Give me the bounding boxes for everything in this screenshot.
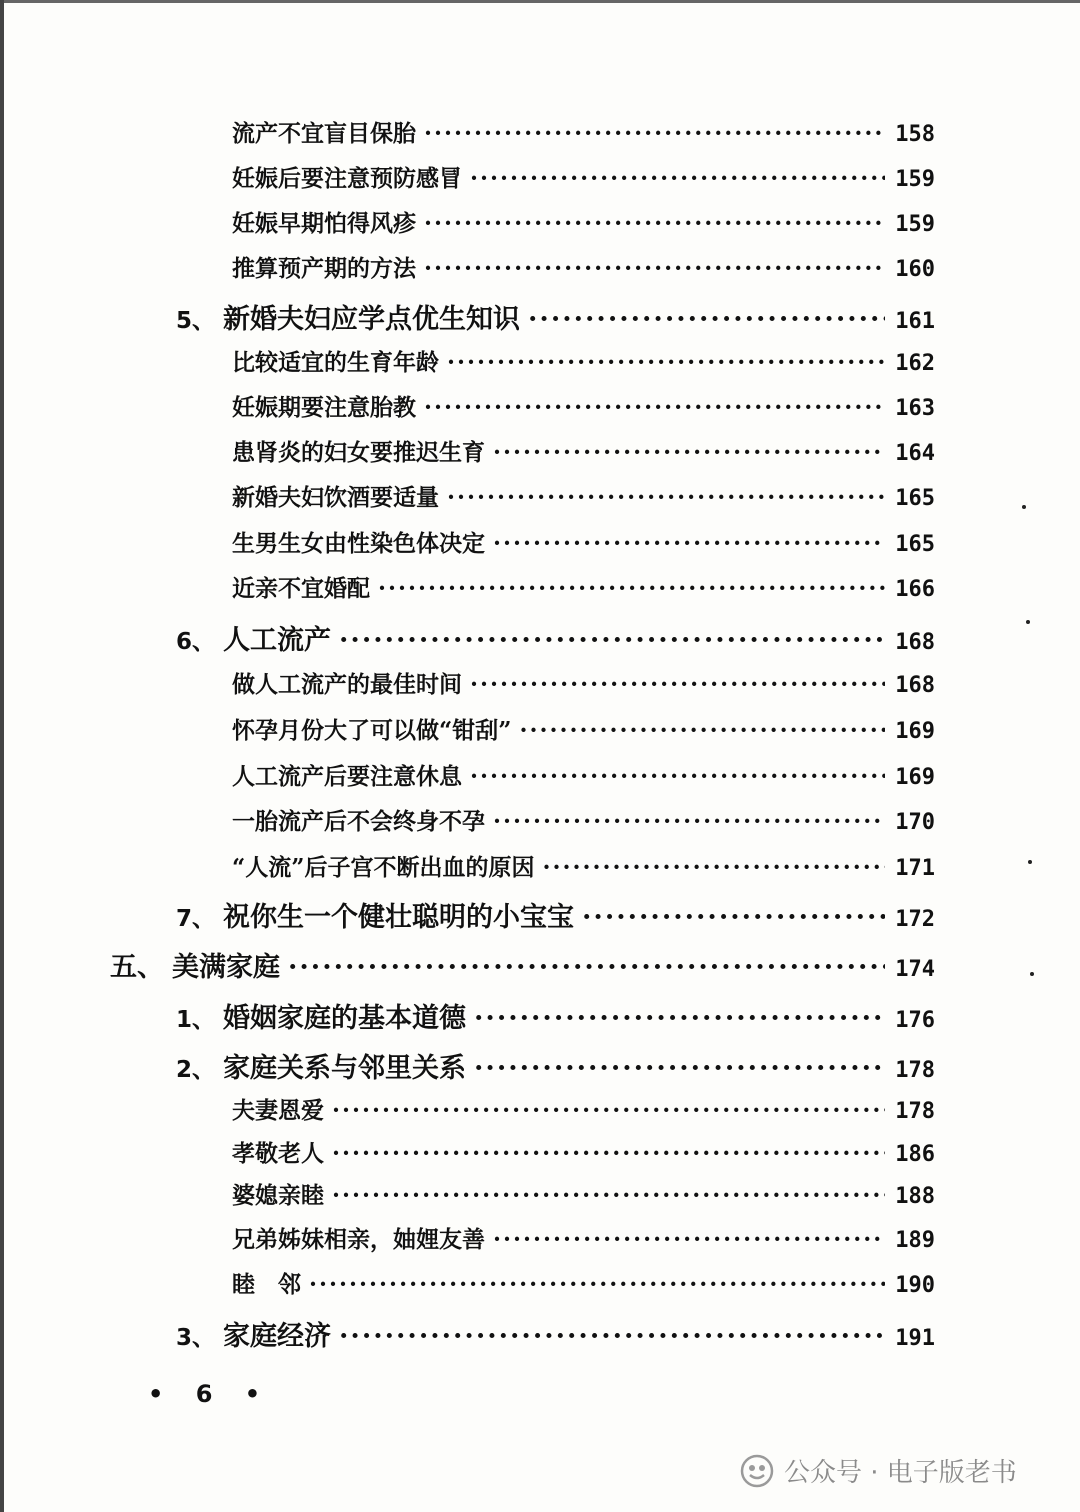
toc-entry-title: 人工流产后要注意休息	[232, 763, 462, 790]
dot-leader	[309, 1271, 885, 1298]
toc-entry	[232, 758, 935, 791]
dot-leader	[447, 349, 885, 376]
toc-entry-page: 166	[895, 577, 935, 602]
toc-entry	[232, 1266, 935, 1299]
toc-entry-page: 176	[895, 1008, 935, 1033]
toc-entry-title: 夫妻恩爱	[232, 1097, 324, 1124]
dot-leader	[493, 808, 885, 835]
dot-leader	[474, 1003, 885, 1034]
toc-entry-page: 170	[895, 810, 935, 835]
toc-entry	[232, 1135, 935, 1168]
toc-entry	[176, 1314, 935, 1353]
toc-entry-title: 比较适宜的生育年龄	[232, 349, 439, 376]
dot-leader	[474, 1053, 885, 1084]
toc-entry-page: 165	[895, 532, 935, 557]
toc-entry	[232, 115, 935, 148]
watermark	[740, 1452, 1017, 1489]
scan-speck	[1030, 972, 1034, 976]
toc-entry	[110, 945, 935, 984]
toc-entry-title: 人工流产	[223, 625, 332, 656]
dot-leader	[470, 671, 885, 698]
toc-entry-page: 158	[895, 122, 935, 147]
toc-entry-title: 家庭关系与邻里关系	[223, 1053, 467, 1084]
toc-entry-title: 新婚夫妇应学点优生知识	[223, 304, 521, 335]
dot-leader	[332, 1140, 885, 1167]
toc-entry-page: 169	[895, 765, 935, 790]
toc-entry	[232, 570, 935, 603]
toc-entry	[176, 618, 935, 657]
dot-leader	[447, 484, 885, 511]
toc-entry-page: 159	[895, 212, 935, 237]
toc-entry-title: 孝敬老人	[232, 1140, 324, 1167]
toc-entry-number: 6、	[176, 629, 216, 655]
toc-entry	[232, 525, 935, 558]
toc-entry-page: 178	[895, 1058, 935, 1083]
dot-leader	[519, 717, 885, 744]
toc-entry-title: 做人工流产的最佳时间	[232, 671, 462, 698]
toc-entry	[232, 712, 935, 745]
toc-entry-title: 妊娠早期怕得风疹	[232, 210, 416, 237]
toc-entry-title: 妊娠期要注意胎教	[232, 394, 416, 421]
dot-leader	[424, 210, 885, 237]
toc-entry-title: 妊娠后要注意预防感冒	[232, 165, 462, 192]
toc-entry-number: 1、	[176, 1007, 216, 1033]
toc-entry	[232, 250, 935, 283]
wechat-logo-icon	[740, 1454, 774, 1488]
toc-entry	[232, 1221, 935, 1254]
toc-entry	[232, 205, 935, 238]
toc-entry-title: 兄弟姊妹相亲，妯娌友善	[232, 1226, 485, 1253]
toc-entry-number: 5、	[176, 308, 216, 334]
dot-leader	[493, 530, 885, 557]
dot-leader	[424, 120, 885, 147]
toc-entry-page: 188	[895, 1184, 935, 1209]
toc-entry-page: 164	[895, 441, 935, 466]
toc-entry-page: 169	[895, 719, 935, 744]
toc-entry-page: 165	[895, 486, 935, 511]
toc-entry	[232, 160, 935, 193]
toc-entry	[232, 344, 935, 377]
toc-entry-title: 推算预产期的方法	[232, 255, 416, 282]
toc-entry-page: 174	[895, 957, 935, 982]
toc-entry-page: 178	[895, 1099, 935, 1124]
dot-leader	[339, 1321, 885, 1352]
dot-leader	[542, 854, 885, 881]
toc-entry-title: 患肾炎的妇女要推迟生育	[232, 439, 485, 466]
toc-entry-number: 2、	[176, 1057, 216, 1083]
toc-entry	[232, 803, 935, 836]
page-number: • 6 •	[148, 1380, 273, 1408]
scan-speck	[1026, 620, 1030, 624]
toc-entry-page: 189	[895, 1228, 935, 1253]
toc-entry-title: 怀孕月份大了可以做“钳刮”	[232, 717, 512, 744]
toc-entry-title: 生男生女由性染色体决定	[232, 530, 485, 557]
toc-entry	[232, 666, 935, 699]
dot-leader	[424, 255, 885, 282]
toc-entry	[176, 297, 935, 336]
toc-entry-number: 3、	[176, 1325, 216, 1351]
toc-entry-title: 家庭经济	[223, 1321, 332, 1352]
toc-entry	[232, 1092, 935, 1125]
toc-entry-page: 163	[895, 396, 935, 421]
toc-entry-page: 186	[895, 1142, 935, 1167]
dot-leader	[339, 625, 885, 656]
toc-entry-title: 一胎流产后不会终身不孕	[232, 808, 485, 835]
toc-entry	[232, 389, 935, 422]
dot-leader	[424, 394, 885, 421]
toc-entry-title: “人流”后子宫不断出血的原因	[232, 854, 535, 881]
dot-leader	[493, 439, 885, 466]
toc-entry-number: 五、	[110, 952, 164, 983]
dot-leader	[470, 763, 885, 790]
scan-speck	[1022, 505, 1026, 509]
toc-entry-page: 172	[895, 907, 935, 932]
toc-entry-number: 7、	[176, 906, 216, 932]
toc-entry-page: 171	[895, 856, 935, 881]
toc-entry-title: 睦 邻	[232, 1271, 301, 1298]
toc-entry-title: 流产不宜盲目保胎	[232, 120, 416, 147]
toc-entry-title: 祝你生一个健壮聪明的小宝宝	[223, 902, 575, 933]
toc-entry-page: 161	[895, 309, 935, 334]
dot-leader	[332, 1097, 885, 1124]
toc-entry-page: 159	[895, 167, 935, 192]
toc-entry-title: 近亲不宜婚配	[232, 575, 370, 602]
toc-entry	[176, 996, 935, 1035]
toc-entry	[176, 1046, 935, 1085]
toc-entry	[232, 434, 935, 467]
dot-leader	[493, 1226, 885, 1253]
toc-entry	[232, 849, 935, 882]
toc-entry	[232, 1177, 935, 1210]
toc-entry-title: 新婚夫妇饮酒要适量	[232, 484, 439, 511]
toc-entry-page: 168	[895, 673, 935, 698]
toc-entry-page: 162	[895, 351, 935, 376]
dot-leader	[528, 304, 885, 335]
dot-leader	[378, 575, 885, 602]
toc-entry-title: 婆媳亲睦	[232, 1182, 324, 1209]
toc-entry-page: 160	[895, 257, 935, 282]
toc-entry-title: 婚姻家庭的基本道德	[223, 1003, 467, 1034]
dot-leader	[470, 165, 885, 192]
scan-speck	[1028, 860, 1032, 864]
toc-entry-page: 168	[895, 630, 935, 655]
dot-leader	[288, 952, 885, 983]
toc-entry-page: 190	[895, 1273, 935, 1298]
watermark-text: 公众号 · 电子版老书	[784, 1458, 1017, 1488]
toc-entry-title: 美满家庭	[172, 952, 280, 983]
toc-entry-page: 191	[895, 1326, 935, 1351]
dot-leader	[582, 902, 885, 933]
dot-leader	[332, 1182, 885, 1209]
toc-entry	[176, 895, 935, 934]
toc-entry	[232, 479, 935, 512]
